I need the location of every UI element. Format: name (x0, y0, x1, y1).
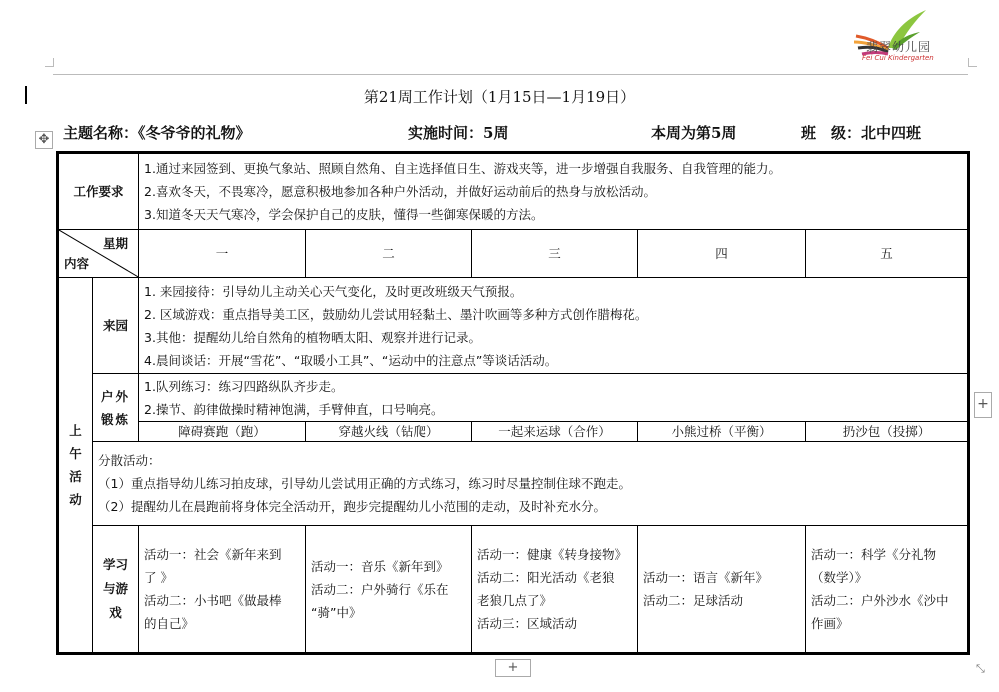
arrival-content[interactable] (139, 278, 969, 374)
requirement-item: 2.喜欢冬天，不畏寒冷，愿意积极地参加各种户外活动，并做好运动前后的热身与放松活动。 (144, 184, 656, 199)
current-week: 本周为第5周 (651, 124, 737, 142)
scattered-item: （2）提醒幼儿在晨跑前将身体完全活动开，跑步完提醒幼儿小范围的走动，及时补充水分。 (98, 499, 606, 514)
scattered-item: 分散活动： (98, 453, 161, 468)
logo-text: 翡翠幼儿园 (866, 40, 932, 54)
arrival-item: 4.晨间谈话：开展“雪花”、“取暖小工具”、“运动中的注意点”等谈话活动。 (144, 352, 558, 368)
requirements-content[interactable] (139, 153, 969, 230)
content-corner-label: 内容 (64, 256, 90, 271)
learning-day-3[interactable]: 活动一：健康《转身接物》 活动二：阳光活动《老狼 老狼几点了》 活动三：区域活动 (472, 526, 638, 654)
header-rule (53, 74, 968, 75)
day-header-1[interactable]: 一 (139, 230, 306, 278)
day-header-4[interactable]: 四 (638, 230, 806, 278)
add-row-icon[interactable]: + (495, 659, 531, 677)
page-title: 第21周工作计划（1月15日—1月19日） (363, 88, 636, 106)
page-corner-mark (968, 58, 977, 67)
table-move-handle-icon[interactable]: ✥ (35, 131, 53, 149)
weekday-content-corner (58, 230, 139, 278)
logo-subtext: Fei Cui Kindergarten (862, 54, 934, 62)
arrival-row (58, 278, 969, 374)
weekday-corner-label: 星期 (103, 236, 129, 251)
morning-activity-label: 上午活动 (58, 278, 93, 654)
weekly-plan-table (56, 151, 970, 655)
outdoor-games-row (58, 422, 969, 442)
learning-label: 学习与游戏 (93, 526, 139, 654)
weekday-header-row (58, 230, 969, 278)
learning-day-2[interactable]: 活动一：音乐《新年到》 活动二：户外骑行《乐在 “骑”中》 (306, 526, 472, 654)
outdoor-game-4[interactable]: 小熊过桥（平衡） (638, 422, 806, 442)
arrival-label: 来园 (93, 278, 139, 374)
resize-icon[interactable]: ⤡ (976, 662, 985, 675)
arrival-item: 3.其他：提醒幼儿给自然角的植物晒太阳、观察并进行记录。 (144, 329, 481, 345)
add-column-icon[interactable]: + (974, 392, 992, 418)
theme-name: 主题名称：《冬爷爷的礼物》 (63, 124, 251, 142)
scattered-item: （1）重点指导幼儿练习拍皮球，引导幼儿尝试用正确的方式练习，练习时尽量控制住球不跑走。 (98, 476, 631, 491)
learning-day-4[interactable]: 活动一：语言《新年》 活动二：足球活动 (638, 526, 806, 654)
requirement-item: 1.通过来园签到、更换气象站、照顾自然角、自主选择值日生、游戏夹等，进一步增强自我服务、自我管理的能力。 (144, 161, 781, 176)
scattered-activity-row (58, 442, 969, 526)
learning-day-5[interactable]: 活动一：科学《分礼物 （数学）》 活动二：户外沙水《沙中 作画》 (806, 526, 969, 654)
learning-row (58, 526, 969, 654)
class-name: 班 级：北中四班 (801, 124, 922, 142)
outdoor-item: 1.队列练习：练习四路纵队齐步走。 (144, 378, 344, 394)
day-header-3[interactable]: 三 (472, 230, 638, 278)
requirement-item: 3.知道冬天天气寒冷，学会保护自己的皮肤，懂得一些御寒保暖的方法。 (144, 207, 544, 222)
requirements-label: 工作要求 (58, 153, 139, 230)
outdoor-game-1[interactable]: 障碍赛跑（跑） (139, 422, 306, 442)
outdoor-label: 户外锻炼 (93, 374, 139, 442)
outdoor-content[interactable] (139, 374, 969, 422)
day-header-2[interactable]: 二 (306, 230, 472, 278)
outdoor-item: 2.操节、韵律做操时精神饱满，手臂伸直，口号响亮。 (144, 401, 444, 417)
learning-day-1[interactable]: 活动一：社会《新年来到 了 》 活动二：小书吧《做最棒 的自己》 (139, 526, 306, 654)
scattered-activity-content[interactable] (93, 442, 969, 526)
day-header-5[interactable]: 五 (806, 230, 969, 278)
outdoor-game-5[interactable]: 扔沙包（投掷） (806, 422, 969, 442)
arrival-item: 1. 来园接待：引导幼儿主动关心天气变化，及时更改班级天气预报。 (144, 283, 523, 299)
implementation-time: 实施时间：5周 (408, 124, 509, 142)
outdoor-row (58, 374, 969, 422)
outdoor-game-3[interactable]: 一起来运球（合作） (472, 422, 638, 442)
outdoor-game-2[interactable]: 穿越火线（钻爬） (306, 422, 472, 442)
page-corner-mark (45, 58, 54, 67)
arrival-item: 2. 区域游戏：重点指导美工区，鼓励幼儿尝试用轻黏土、墨汁吹画等多种方式创作腊梅花。 (144, 306, 648, 322)
requirements-row (58, 153, 969, 230)
